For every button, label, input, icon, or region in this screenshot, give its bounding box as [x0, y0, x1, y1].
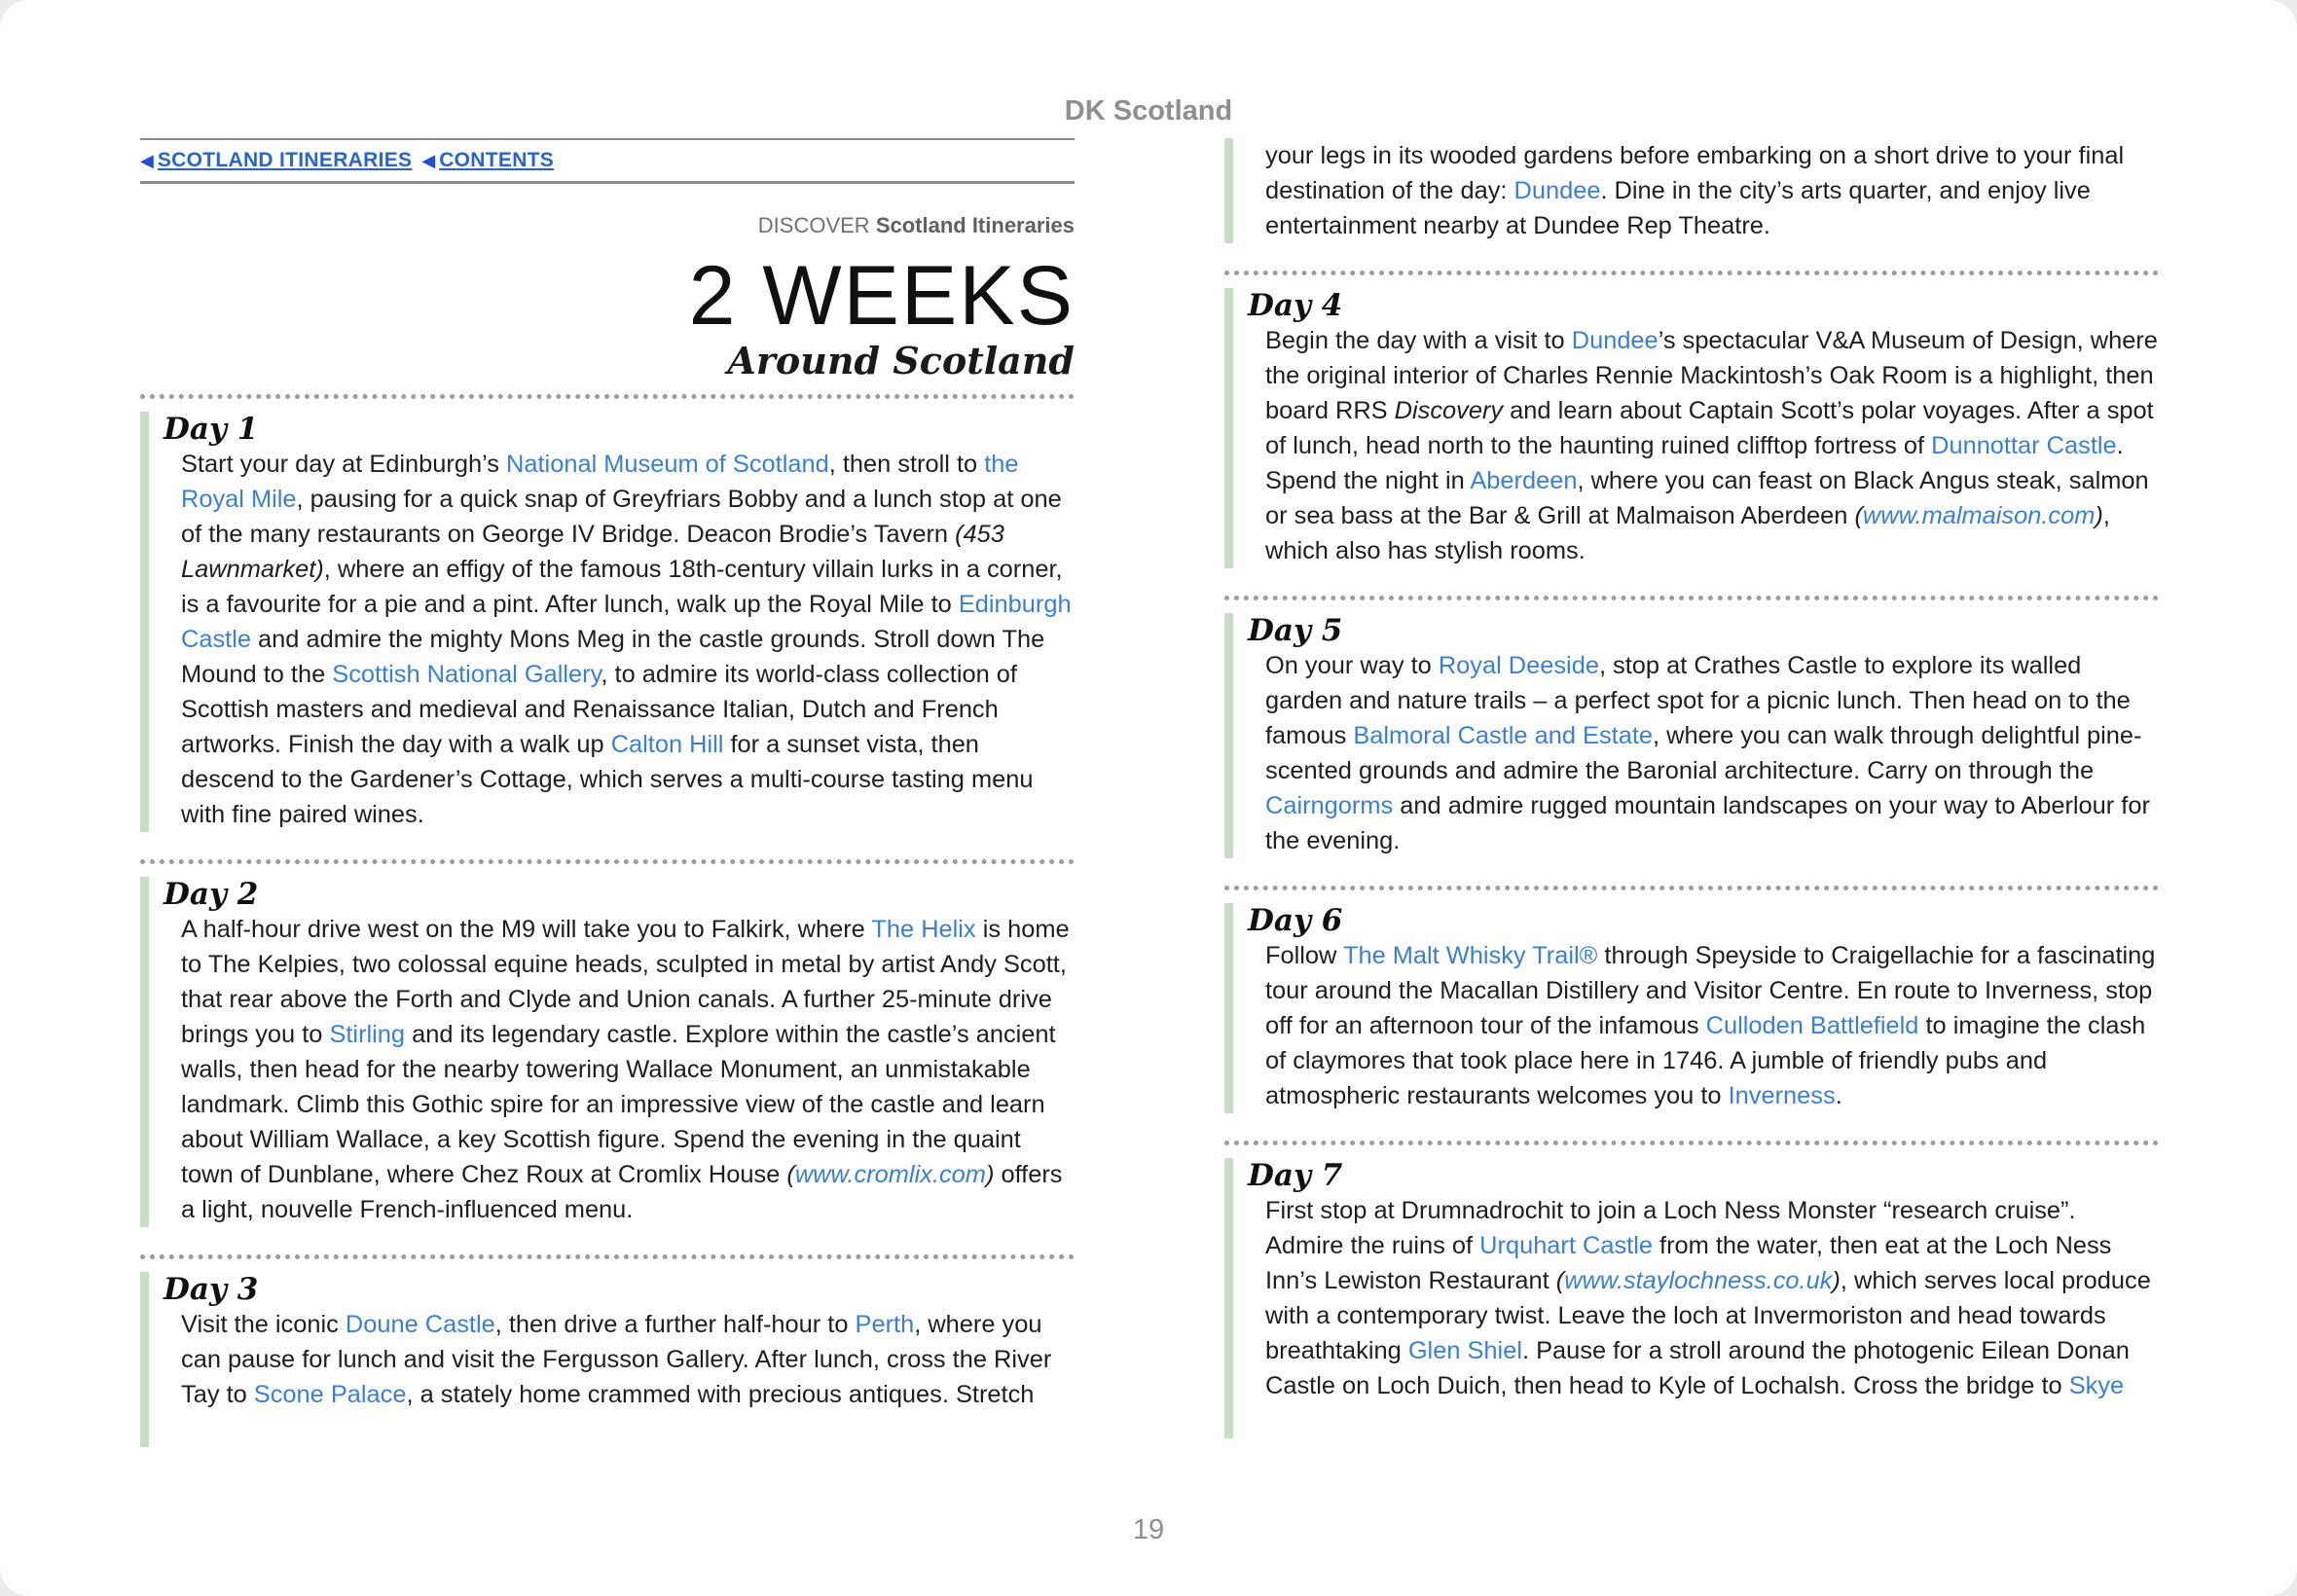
dotted-divider [140, 394, 1075, 399]
day-text [1265, 323, 2159, 568]
inline-link[interactable]: Royal Deeside [1438, 652, 1599, 679]
inline-link[interactable]: the Royal Mile [181, 451, 1019, 513]
inline-link[interactable]: Urquhart Castle [1479, 1232, 1653, 1259]
inline-link[interactable]: Scone Palace [253, 1381, 407, 1408]
italic-text: (453 Lawnmarket) [181, 521, 1004, 583]
day-heading: Day 7 [1248, 1158, 1343, 1193]
day-block-7 [1224, 1158, 2159, 1438]
day-heading: Day 3 [164, 1272, 259, 1307]
italic-text: ( [786, 1161, 795, 1188]
inline-link[interactable]: Doune Castle [345, 1311, 495, 1338]
italic-text: ( [1555, 1267, 1565, 1294]
inline-link[interactable]: Stirling [329, 1021, 406, 1048]
text-run: , which serves local produce with a contemporary twist. Leave the loch at Invermoriston and head towards breathtaking [1265, 1267, 2151, 1364]
nav-link-contents[interactable] [421, 149, 554, 172]
text-run: and learn about Captain Scott’s polar voyages. After a spot of lunch, head north to the haunting ruined clifftop fortress of [1265, 397, 2154, 459]
text-run: Begin the day with a visit to [1265, 327, 1572, 354]
inline-link[interactable]: Inverness [1728, 1082, 1836, 1109]
day-heading: Day 4 [1248, 288, 1343, 323]
text-run: , then drive a further half-hour to [494, 1311, 856, 1338]
text-run: through Speyside to Craigellachie for a fascinating tour around the Macallan Distillery and Visitor Centre. En route to Inverness, stop off for an afternoon tour of the infamous [1265, 942, 2156, 1039]
text-run: your legs in its wooded gardens before embarking on a short drive to your final destination of the day: [1265, 142, 2125, 204]
text-run: . [1835, 1082, 1842, 1109]
text-run: offers a light, nouvelle French-influenced menu. [181, 1161, 1063, 1223]
day-block-1 [140, 412, 1075, 832]
inline-link[interactable]: Culloden Battlefield [1705, 1012, 1919, 1039]
inline-link[interactable]: Skye [2068, 1372, 2125, 1399]
inline-link[interactable]: www.malmaison.com [1862, 502, 2096, 529]
italic-text: Discovery [1394, 397, 1504, 424]
inline-link[interactable]: www.staylochness.co.uk [1564, 1267, 1833, 1294]
day-text [181, 1307, 1075, 1412]
day-text [1265, 648, 2159, 858]
section-prefix: DISCOVER [757, 213, 870, 237]
right-column [1224, 138, 2159, 1438]
text-run: On your way to [1265, 652, 1439, 679]
section-label [140, 213, 1075, 238]
day-heading: Day 2 [164, 877, 259, 912]
italic-text: ( [1854, 502, 1863, 529]
day-block-2 [140, 877, 1075, 1227]
text-run: to imagine the clash of claymores that took place here in 1746. A jumble of friendly pubs and atmospheric restaurants welcomes you to [1265, 1012, 2146, 1109]
breadcrumb-nav [140, 138, 1075, 184]
text-run: , where an effigy of the famous 18th-century villain lurks in a corner, is a favourite for a pie and a pint. After lunch, walk up the Royal Mile to [181, 556, 1063, 618]
day-text [1265, 138, 2159, 243]
inline-link[interactable]: National Museum of Scotland [506, 451, 829, 478]
italic-text: ) [985, 1161, 995, 1188]
dotted-divider [1224, 886, 2159, 890]
text-run: . Dine in the city’s arts quarter, and enjoy live entertainment nearby at Dundee Rep Theatre. [1265, 177, 2091, 239]
text-run: and admire rugged mountain landscapes on your way to Aberlour for the evening. [1265, 792, 2150, 854]
nav-link-label[interactable]: SCOTLAND ITINERARIES [157, 149, 413, 171]
page-title: 2 WEEKS [688, 249, 1075, 343]
inline-link[interactable]: Balmoral Castle and Estate [1353, 722, 1653, 749]
day-text [181, 912, 1075, 1227]
book-title: DK Scotland [1064, 95, 1233, 127]
text-run: , which also has stylish rooms. [1265, 502, 2110, 564]
text-run: is home to The Kelpies, two colossal equine heads, sculpted in metal by artist Andy Scott, that rear above the Forth and Clyde and Union canals. A further 25-minute drive brings you to [181, 916, 1070, 1048]
text-run: , to admire its world-class collection of Scottish masters and medieval and Renaissance Italian, Dutch and French artworks. Finish the day with a walk up [181, 661, 1017, 758]
day-block-5 [1224, 613, 2159, 858]
back-arrow-icon: ◀ [140, 150, 154, 170]
text-run: and its legendary castle. Explore within the castle’s ancient walls, then head for the nearby towering Wallace Monument, an unmistakable landmark. Climb this Gothic spire for an impressive view of the castle and learn about William Wallace, a key Scottish figure. Spend the evening in the quaint town of Dunblane, where Chez Roux at Cromlix House [181, 1021, 1056, 1188]
text-run: A half-hour drive west on the M9 will take you to Falkirk, where [181, 916, 872, 943]
day-block-4 [1224, 288, 2159, 568]
inline-link[interactable]: Cairngorms [1265, 792, 1394, 819]
inline-link[interactable]: Glen Shiel [1407, 1337, 1522, 1364]
day-text [1265, 938, 2159, 1113]
day-heading: Day 5 [1248, 613, 1343, 648]
inline-link[interactable]: Dundee [1513, 177, 1601, 204]
text-run: Visit the iconic [181, 1311, 346, 1338]
inline-link[interactable]: Dunnottar Castle [1931, 432, 2117, 459]
page-number: 19 [1132, 1514, 1165, 1545]
inline-link[interactable]: Aberdeen [1470, 467, 1578, 494]
text-run: and admire the mighty Mons Meg in the castle grounds. Stroll down The Mound to the [181, 626, 1045, 688]
italic-text: ) [2095, 502, 2103, 529]
inline-link[interactable]: Dundee [1571, 327, 1659, 354]
text-run: from the water, then eat at the Loch Ness Inn’s Lewiston Restaurant [1265, 1232, 2112, 1294]
inline-link[interactable]: Perth [855, 1311, 915, 1338]
italic-text: ) [1832, 1267, 1841, 1294]
text-run: Start your day at Edinburgh’s [181, 451, 507, 478]
text-run: , where you can pause for lunch and visit the Fergusson Gallery. After lunch, cross the River Tay to [181, 1311, 1052, 1408]
text-run: First stop at Drumnadrochit to join a Loch Ness Monster “research cruise”. Admire the ruins of [1265, 1197, 2076, 1259]
text-run: , where you can feast on Black Angus steak, salmon or sea bass at the Bar & Grill at Malmaison Aberdeen [1265, 467, 2149, 529]
dotted-divider [140, 859, 1075, 864]
left-column [140, 138, 1075, 1447]
day-block-3-continued [1224, 138, 2159, 243]
day-block-3 [140, 1272, 1075, 1447]
text-run: , pausing for a quick snap of Greyfriars Bobby and a lunch stop at one of the many restaurants on George IV Bridge. Deacon Brodie’s Tavern [181, 486, 1062, 548]
text-run: , then stroll to [828, 451, 985, 478]
inline-link[interactable]: The Malt Whisky Trail® [1342, 942, 1598, 969]
text-run: , where you can walk through delightful pine-scented grounds and admire the Baronial architecture. Carry on through the [1265, 722, 2142, 784]
text-run: , a stately home crammed with precious antiques. Stretch [406, 1381, 1035, 1408]
dotted-divider [1224, 596, 2159, 600]
day-text [1265, 1193, 2159, 1403]
text-run: for a sunset vista, then descend to the Gardener’s Cottage, which serves a multi-course tasting menu with fine paired wines. [181, 731, 1034, 828]
day-heading: Day 1 [164, 412, 259, 447]
text-run: Follow [1265, 942, 1343, 969]
dotted-divider [1224, 1141, 2159, 1145]
dotted-divider [1224, 271, 2159, 275]
nav-link-label[interactable]: CONTENTS [439, 149, 555, 171]
inline-link[interactable]: Edinburgh Castle [181, 591, 1072, 653]
inline-link[interactable]: Calton Hill [610, 731, 724, 758]
text-run: . Pause for a stroll around the photogenic Eilean Donan Castle on Loch Duich, then head to Kyle of Lochalsh. Cross the bridge to [1265, 1337, 2130, 1399]
dotted-divider [140, 1254, 1075, 1259]
day-text [181, 447, 1075, 832]
inline-link[interactable]: www.cromlix.com [794, 1161, 986, 1188]
day-block-6 [1224, 903, 2159, 1113]
back-arrow-icon: ◀ [421, 150, 436, 170]
text-run: , stop at Crathes Castle to explore its walled garden and nature trails – a perfect spot for a picnic lunch. Then head on to the famous [1265, 652, 2131, 749]
inline-link[interactable]: The Helix [871, 916, 976, 943]
section-name: Scotland Itineraries [875, 213, 1075, 237]
page-subtitle: Around Scotland [727, 339, 1075, 382]
inline-link[interactable]: Scottish National Gallery [332, 661, 602, 688]
text-run: . Spend the night in [1265, 432, 2124, 494]
day-heading: Day 6 [1248, 903, 1343, 938]
nav-link-itineraries[interactable] [140, 149, 412, 172]
text-run: ’s spectacular V&A Museum of Design, where the original interior of Charles Rennie Mackintosh’s Oak Room is a highlight, then board RRS [1265, 327, 2158, 424]
